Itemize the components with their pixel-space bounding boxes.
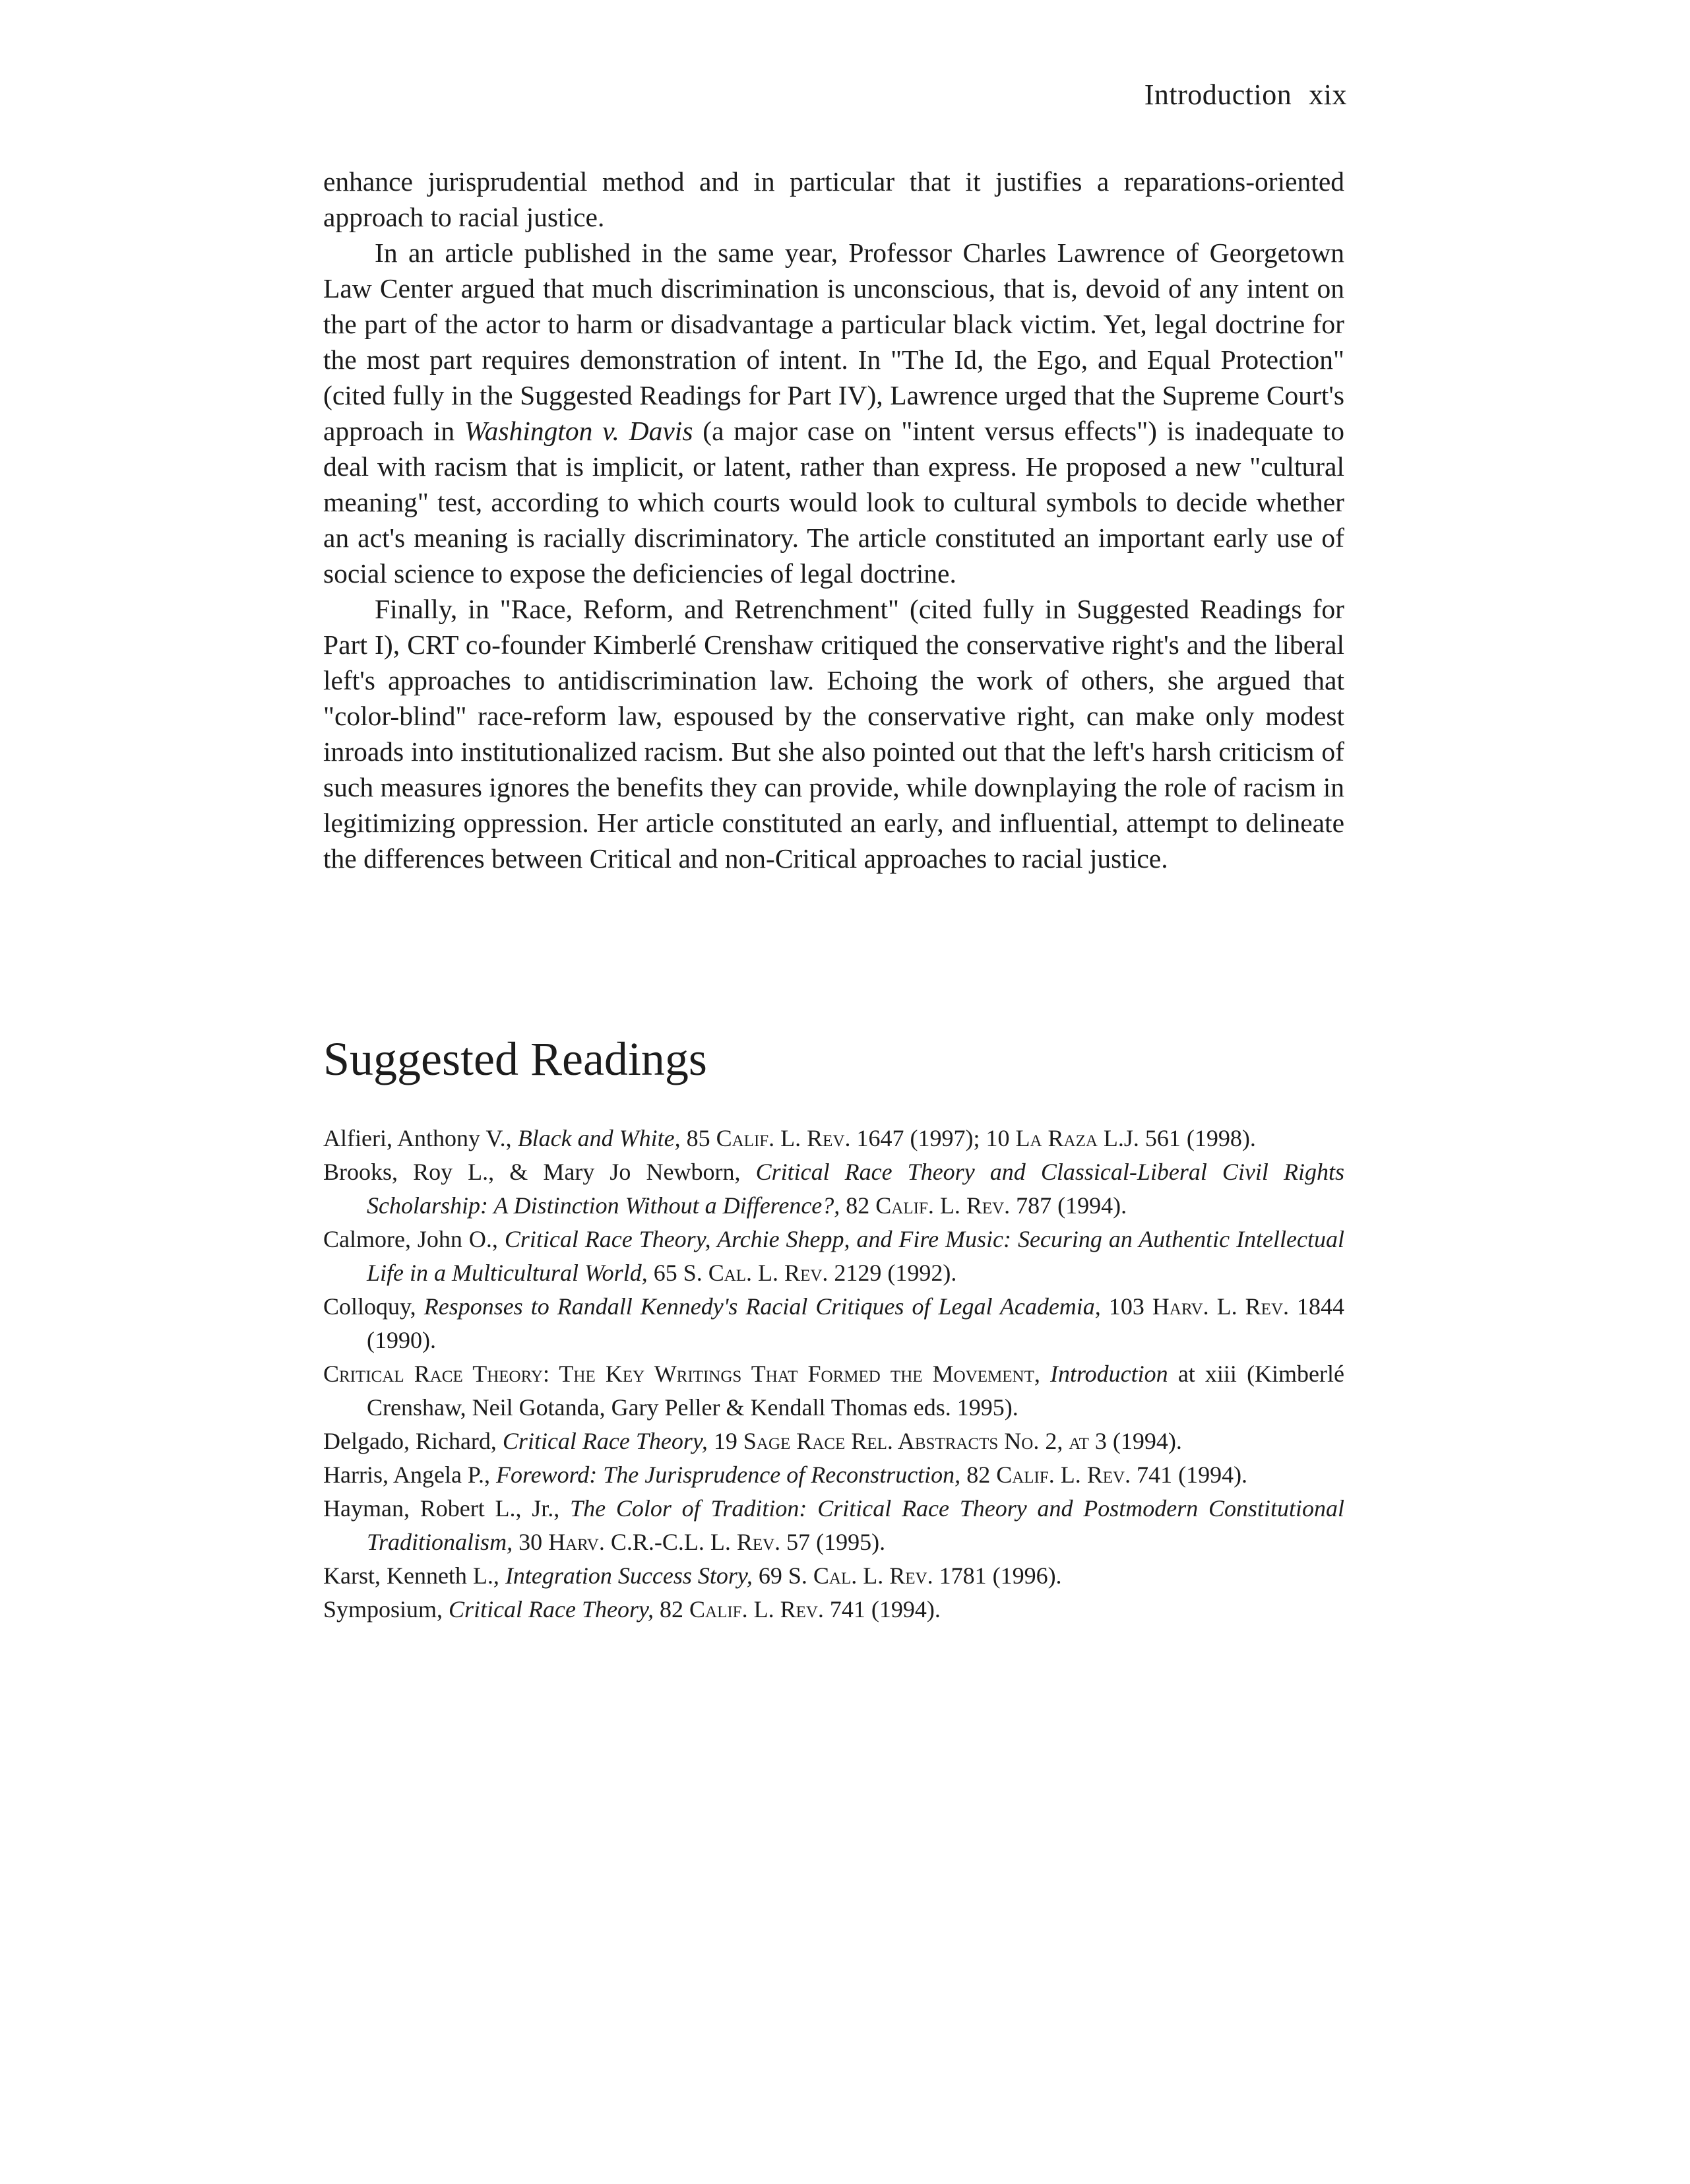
reference-entry: Harris, Angela P., Foreword: The Jurisprudence of Reconstruction, 82 Calif. L. Rev. 741 (1994). xyxy=(323,1461,1248,1488)
case-name-italic: Washington v. Davis xyxy=(464,416,693,446)
body-text xyxy=(323,164,1344,876)
paragraph-2 xyxy=(323,235,1344,591)
reference-entry: Calmore, John O., Critical Race Theory, Archie Shepp, and Fire Music: Securing an Authentic Intellectual Life in a Multicultural World, 65 S. Cal. L. Rev. 2129 (1992). xyxy=(323,1226,1345,1286)
reference-entry: Karst, Kenneth L., Integration Success Story, 69 S. Cal. L. Rev. 1781 (1996). xyxy=(323,1562,1062,1589)
running-head-title: Introduction xyxy=(1144,79,1292,111)
reference-entry: Critical Race Theory: The Key Writings That Formed the Movement, Introduction at xiii (Kimberlé Crenshaw, Neil Gotanda, Gary Peller & Kendall Thomas eds. 1995). xyxy=(323,1361,1345,1421)
reference-entry: Alfieri, Anthony V., Black and White, 85 Calif. L. Rev. 1647 (1997); 10 La Raza L.J. 561 (1998). xyxy=(323,1125,1256,1151)
reference-entry: Colloquy, Responses to Randall Kennedy's Racial Critiques of Legal Academia, 103 Harv. L. Rev. 1844 (1990). xyxy=(323,1293,1345,1353)
paragraph-3: Finally, in "Race, Reform, and Retrenchment" (cited fully in Suggested Readings for Part I), CRT co-founder Kimberlé Crenshaw critiqued the conservative right's and the liberal left's approaches to antidiscrimination law. Echoing the work of others, she argued that "color-blind" race-reform law, espoused by the conservative right, can make only modest inroads into institutionalized racism. But she also pointed out that the left's harsh criticism of such measures ignores the benefits they can provide, while downplaying the role of racism in legitimizing oppression. Her article constituted an early, and influential, attempt to delineate the differences between Critical and non-Critical approaches to racial justice. xyxy=(323,594,1344,874)
paragraph-2-part-a: In an article published in the same year, Professor Charles Lawrence of Georgetown Law Center argued that much discrimination is unconscious, that is, devoid of any intent on the part of the actor to harm or disadvantage a particular black victim. Yet, legal doctrine for the most part requires demonstration of intent. In "The Id, the Ego, and Equal Protection" (cited fully in the Suggested Readings for Part IV), Lawrence urged that the Supreme Court's approach in xyxy=(323,238,1344,446)
reference-entry: Symposium, Critical Race Theory, 82 Calif. L. Rev. 741 (1994). xyxy=(323,1596,941,1622)
page-number: xix xyxy=(1309,79,1347,111)
paragraph-2-part-b: (a major case on "intent versus effects") is inadequate to deal with racism that is implicit, or latent, rather than express. He proposed a new "cultural meaning" test, according to which courts would look to cultural symbols to decide whether an act's meaning is racially discriminatory. The article constituted an important early use of social science to expose the deficiencies of legal doctrine. xyxy=(323,416,1344,589)
paragraph-1: enhance jurisprudential method and in particular that it justifies a reparations-oriented approach to racial justice. xyxy=(323,166,1344,232)
reference-entry: Delgado, Richard, Critical Race Theory, 19 Sage Race Rel. Abstracts No. 2, at 3 (1994). xyxy=(323,1428,1182,1454)
reference-entry: Hayman, Robert L., Jr., The Color of Tradition: Critical Race Theory and Postmodern Constitutional Traditionalism, 30 Harv. C.R.-C.L. L. Rev. 57 (1995). xyxy=(323,1495,1345,1555)
suggested-readings-heading: Suggested Readings xyxy=(323,1033,707,1085)
reference-entry: Brooks, Roy L., & Mary Jo Newborn, Critical Race Theory and Classical-Liberal Civil Rights Scholarship: A Distinction Without a Difference?, 82 Calif. L. Rev. 787 (1994). xyxy=(323,1159,1345,1219)
running-head xyxy=(858,78,1347,112)
suggested-readings-list xyxy=(323,1122,1344,1626)
